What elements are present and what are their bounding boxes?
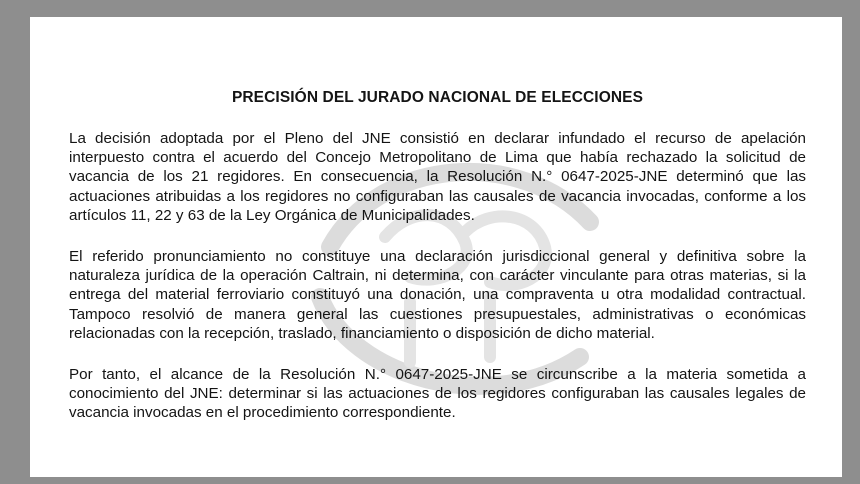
- document-title: PRECISIÓN DEL JURADO NACIONAL DE ELECCIONES: [231, 89, 644, 106]
- paragraph-3: Por tanto, el alcance de la Resolución N.° 0647-2025-JNE se circunscribe a la materia sometida a conocimiento del JNE: determinar si las actuaciones de los regidores configuraban las causales legales de vacancia invocadas en el procedimiento correspondiente.: [69, 366, 806, 422]
- paragraph-2: El referido pronunciamiento no constituye una declaración jurisdiccional general y definitiva sobre la naturaleza jurídica de la operación Caltrain, ni determina, con carácter vinculante para otras materias, si la entrega del material ferroviario constituyó una donación, una compraventa u otra modalidad contractual. Tampoco resolvió de manera general las cuestiones presupuestales, administrativas o económicas relacionadas con la recepción, traslado, financiamiento o disposición de dicho material.: [69, 248, 806, 342]
- paragraph-1: La decisión adoptada por el Pleno del JNE consistió en declarar infundado el recurso de apelación interpuesto contra el acuerdo del Concejo Metropolitano de Lima que había rechazado la solicitud de vacancia de los 21 regidores. En consecuencia, la Resolución N.° 0647-2025-JNE determinó que las actuaciones atribuidas a los regidores no configuraban las causales de vacancia invocadas, conforme a los artículos 11, 22 y 63 de la Ley Orgánica de Municipalidades.: [69, 130, 806, 224]
- document-body: [69, 89, 806, 445]
- document-page: [30, 17, 842, 477]
